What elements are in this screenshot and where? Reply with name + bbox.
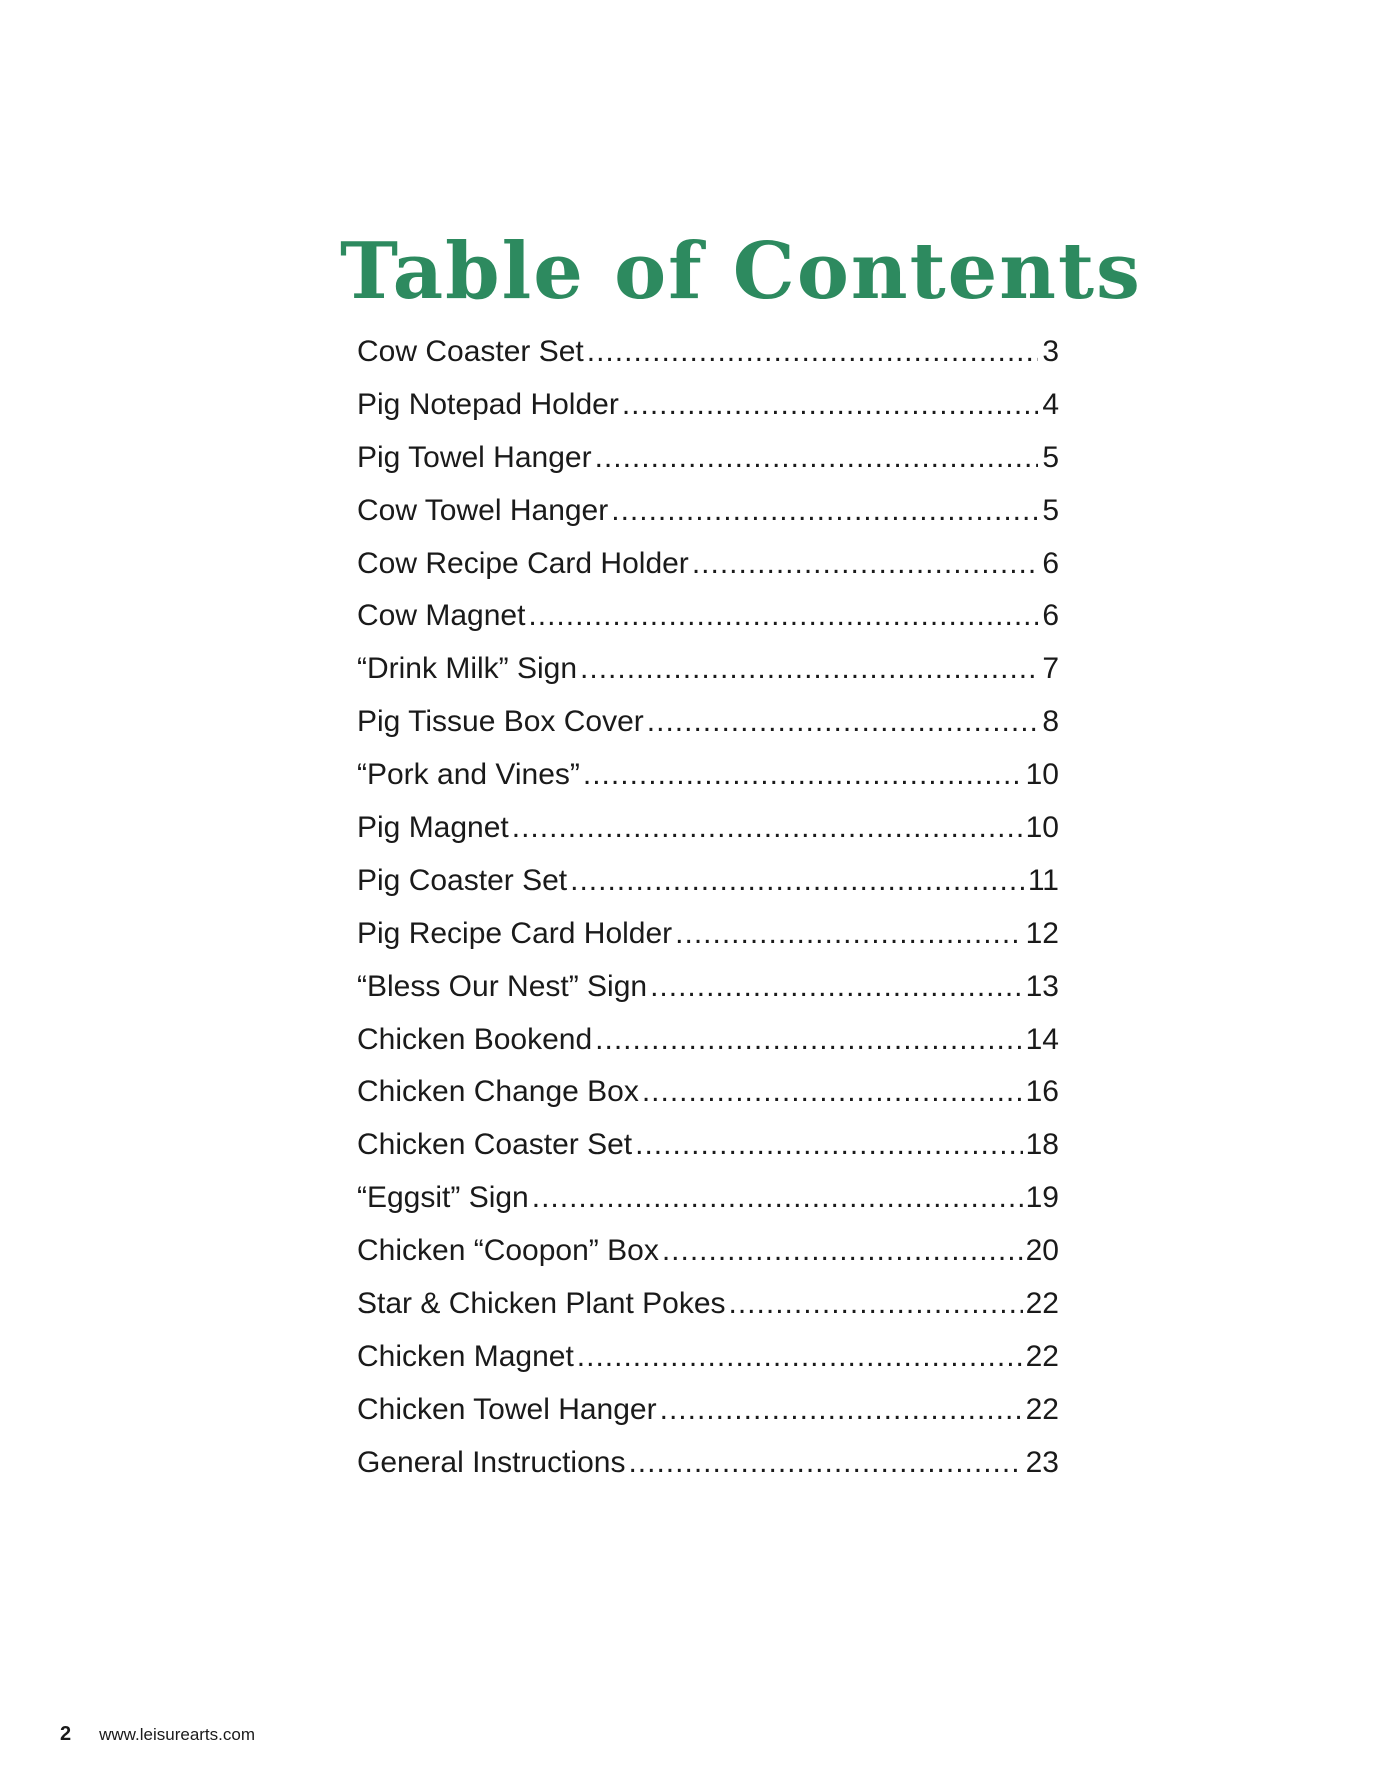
toc-entry-page: 16 (1025, 1075, 1059, 1109)
toc-entry-label: Cow Towel Hanger (357, 493, 609, 527)
toc-entry[interactable] (357, 1014, 1059, 1067)
toc-entry-page: 20 (1025, 1234, 1059, 1268)
toc-entry-label: General Instructions (357, 1445, 626, 1479)
toc-entry-page: 23 (1025, 1445, 1059, 1479)
dot-leader (650, 961, 1023, 1014)
toc-entry-label: Cow Coaster Set (357, 335, 584, 368)
toc-entry[interactable] (357, 1384, 1059, 1437)
toc-entry[interactable] (357, 326, 1059, 379)
toc-entry[interactable] (357, 908, 1059, 961)
toc-entry-page: 8 (1042, 705, 1059, 739)
toc-entry[interactable] (357, 590, 1059, 643)
dot-leader (729, 1278, 1023, 1331)
toc-entry-page: 7 (1042, 652, 1059, 686)
toc-entry-page: 6 (1042, 599, 1059, 633)
toc-entry-label: “Pork and Vines” (357, 758, 580, 792)
toc-entry-page: 5 (1042, 440, 1059, 474)
dot-leader (642, 1066, 1023, 1119)
dot-leader (628, 1437, 1022, 1490)
toc-entry-page: 18 (1025, 1128, 1059, 1162)
dot-leader (528, 590, 1038, 643)
footer-website-link[interactable]: www.leisurearts.com (99, 1725, 255, 1744)
toc-entry-label: “Bless Our Nest” Sign (357, 969, 648, 1003)
toc-entry-label: Cow Magnet (357, 599, 526, 633)
dot-leader (570, 855, 1025, 908)
toc-entry-label: Chicken “Coopon” Box (357, 1234, 659, 1268)
toc-entry-label: Chicken Coaster Set (357, 1128, 633, 1162)
dot-leader (660, 1384, 1023, 1437)
toc-entry-label: “Drink Milk” Sign (357, 652, 578, 686)
page-title: Table of Contents (340, 226, 1142, 317)
dot-leader (580, 643, 1038, 696)
toc-entry[interactable] (357, 696, 1059, 749)
dot-leader (635, 1119, 1022, 1172)
toc-entry-page: 4 (1042, 387, 1059, 421)
toc-entry[interactable] (357, 855, 1059, 908)
toc-entry[interactable] (357, 485, 1059, 538)
toc-entry[interactable] (357, 1437, 1059, 1490)
toc-list (357, 326, 1059, 1490)
dot-leader (587, 326, 1038, 379)
toc-entry-page: 22 (1025, 1392, 1059, 1426)
toc-entry[interactable] (357, 538, 1059, 591)
toc-entry-label: Chicken Magnet (357, 1339, 574, 1373)
toc-entry-label: Chicken Bookend (357, 1022, 593, 1056)
dot-leader (692, 538, 1038, 591)
toc-entry-label: Chicken Towel Hanger (357, 1392, 657, 1426)
toc-entry-label: “Eggsit” Sign (357, 1181, 529, 1215)
toc-entry[interactable] (357, 961, 1059, 1014)
dot-leader (595, 1014, 1022, 1067)
dot-leader (675, 908, 1022, 961)
toc-entry[interactable] (357, 379, 1059, 432)
dot-leader (577, 1331, 1023, 1384)
toc-entry[interactable] (357, 1278, 1059, 1331)
toc-entry[interactable] (357, 1066, 1059, 1119)
dot-leader (595, 432, 1038, 485)
toc-entry-page: 10 (1025, 811, 1059, 845)
dot-leader (647, 696, 1038, 749)
toc-entry[interactable] (357, 1119, 1059, 1172)
toc-entry[interactable] (357, 1331, 1059, 1384)
toc-entry[interactable] (357, 1225, 1059, 1278)
toc-entry-page: 5 (1042, 493, 1059, 527)
toc-entry[interactable] (357, 643, 1059, 696)
toc-entry[interactable] (357, 802, 1059, 855)
toc-entry-label: Pig Magnet (357, 811, 509, 845)
dot-leader (532, 1172, 1023, 1225)
toc-entry-page: 19 (1025, 1181, 1059, 1215)
toc-entry-page: 12 (1025, 916, 1059, 950)
toc-entry-label: Pig Towel Hanger (357, 440, 592, 474)
toc-entry[interactable] (357, 432, 1059, 485)
dot-leader (583, 749, 1023, 802)
toc-entry-label: Pig Coaster Set (357, 863, 568, 897)
dot-leader (622, 379, 1038, 432)
toc-entry-label: Pig Notepad Holder (357, 387, 619, 421)
toc-entry-page: 13 (1025, 969, 1059, 1003)
toc-entry-page: 14 (1025, 1022, 1059, 1056)
toc-entry-label: Pig Tissue Box Cover (357, 705, 644, 739)
toc-entry-label: Pig Recipe Card Holder (357, 916, 673, 950)
toc-entry-label: Chicken Change Box (357, 1075, 639, 1109)
toc-entry-label: Star & Chicken Plant Pokes (357, 1287, 726, 1321)
dot-leader (611, 485, 1038, 538)
toc-entry-page: 6 (1042, 546, 1059, 580)
toc-entry-label: Cow Recipe Card Holder (357, 546, 689, 580)
toc-entry-page: 11 (1027, 863, 1059, 897)
toc-entry[interactable] (357, 1172, 1059, 1225)
toc-entry[interactable] (357, 749, 1059, 802)
toc-entry-page: 3 (1042, 335, 1059, 368)
toc-entry-page: 22 (1025, 1287, 1059, 1321)
toc-entry-page: 22 (1025, 1339, 1059, 1373)
dot-leader (662, 1225, 1023, 1278)
dot-leader (512, 802, 1023, 855)
footer-page-number: 2 (60, 1723, 72, 1745)
toc-entry-page: 10 (1025, 758, 1059, 792)
page-footer (60, 1723, 255, 1753)
